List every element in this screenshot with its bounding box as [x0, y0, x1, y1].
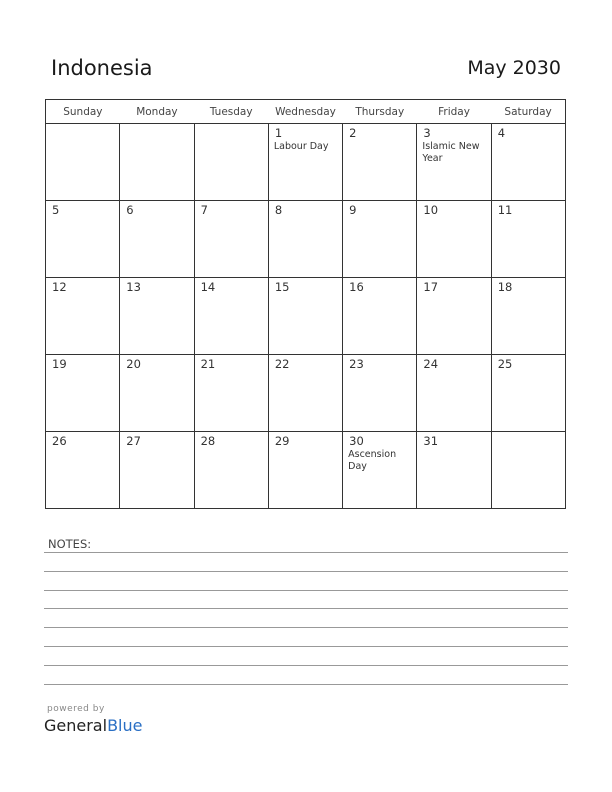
weekday-thursday: Thursday [343, 100, 417, 124]
day-cell [268, 355, 342, 432]
day-number: 30 [349, 434, 364, 448]
day-number: 10 [423, 203, 439, 217]
day-number: 12 [52, 280, 67, 294]
day-cell [343, 278, 417, 355]
day-cell [46, 355, 120, 432]
day-number: 26 [52, 434, 67, 448]
weekday-monday: Monday [120, 100, 194, 124]
day-number: 1 [274, 126, 283, 140]
week-row [46, 278, 566, 355]
week-row [46, 355, 566, 432]
calendar-month-title: May 2030 [467, 57, 561, 79]
day-cell [491, 278, 565, 355]
weekday-wednesday: Wednesday [268, 100, 342, 124]
day-cell [194, 355, 268, 432]
note-line [44, 665, 568, 666]
day-number: 23 [349, 357, 364, 371]
weekday-sunday: Sunday [46, 100, 120, 124]
weekday-header-row [46, 100, 566, 124]
day-number: 2 [349, 126, 357, 140]
day-cell [268, 432, 342, 509]
notes-label: NOTES: [48, 537, 92, 551]
day-cell [491, 201, 565, 278]
note-line [44, 684, 568, 685]
note-line [44, 608, 568, 609]
calendar-grid [45, 99, 566, 509]
day-cell [343, 432, 417, 509]
day-number: 9 [349, 203, 357, 217]
day-cell [194, 124, 268, 201]
calendar-country-title: Indonesia [51, 56, 153, 80]
weekday-friday: Friday [417, 100, 491, 124]
holiday-label: Islamic New Year [422, 141, 480, 164]
day-number: 7 [200, 203, 208, 217]
day-cell [268, 201, 342, 278]
week-row [46, 124, 566, 201]
day-number: 28 [200, 434, 216, 448]
week-row [46, 201, 566, 278]
day-number: 18 [497, 280, 513, 294]
day-number: 16 [349, 280, 364, 294]
note-line [44, 571, 568, 572]
day-number: 31 [423, 434, 439, 448]
holiday-label: Labour Day [273, 141, 329, 152]
day-cell [120, 201, 194, 278]
day-number: 14 [200, 280, 216, 294]
day-cell [120, 355, 194, 432]
day-cell [417, 432, 491, 509]
day-cell [491, 432, 565, 509]
day-cell [120, 278, 194, 355]
day-number: 19 [52, 357, 67, 371]
day-number: 21 [200, 357, 216, 371]
weekday-tuesday: Tuesday [194, 100, 268, 124]
day-cell [46, 278, 120, 355]
day-number: 15 [274, 280, 290, 294]
week-row [46, 432, 566, 509]
day-number: 8 [274, 203, 283, 217]
day-number: 17 [423, 280, 439, 294]
note-line [44, 590, 568, 591]
day-number: 29 [274, 434, 290, 448]
day-cell [194, 432, 268, 509]
powered-by-text: powered by [47, 704, 105, 714]
day-cell [417, 355, 491, 432]
day-cell [417, 124, 491, 201]
day-cell [343, 201, 417, 278]
note-line [44, 552, 568, 553]
brand-blue: Blue [107, 716, 143, 735]
day-cell [417, 278, 491, 355]
generalblue-logo [44, 716, 142, 735]
day-cell [120, 124, 194, 201]
day-cell [46, 432, 120, 509]
day-cell [343, 355, 417, 432]
day-number: 4 [497, 126, 506, 140]
day-number: 11 [497, 203, 513, 217]
day-cell [268, 278, 342, 355]
day-cell [268, 124, 342, 201]
holiday-label: Ascension Day [348, 449, 397, 472]
day-cell [491, 124, 565, 201]
day-cell [194, 278, 268, 355]
day-cell [46, 201, 120, 278]
day-cell [46, 124, 120, 201]
day-number: 5 [52, 203, 60, 217]
day-cell [491, 355, 565, 432]
day-cell [194, 201, 268, 278]
day-number: 6 [126, 203, 134, 217]
day-number: 27 [126, 434, 141, 448]
day-cell [343, 124, 417, 201]
day-number: 13 [126, 280, 141, 294]
day-number: 24 [423, 357, 439, 371]
day-cell [417, 201, 491, 278]
day-number: 22 [274, 357, 290, 371]
day-number: 25 [497, 357, 513, 371]
note-line [44, 646, 568, 647]
day-cell [120, 432, 194, 509]
day-number: 20 [126, 357, 141, 371]
day-number: 3 [423, 126, 431, 140]
brand-general: General [44, 716, 108, 735]
note-line [44, 627, 568, 628]
weekday-saturday: Saturday [491, 100, 565, 124]
